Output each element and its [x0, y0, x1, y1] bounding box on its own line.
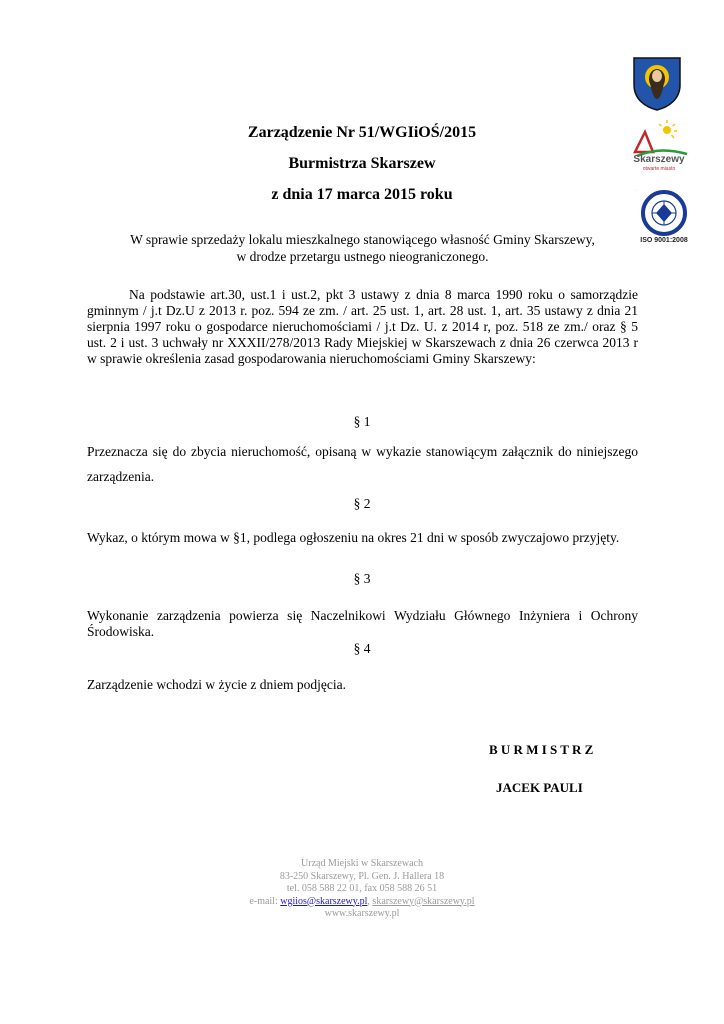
footer [0, 858, 724, 921]
footer-email-separator: , [367, 895, 373, 907]
email-link-wgiios[interactable]: wgiios@skarszewy.pl [280, 895, 368, 907]
section-text-2: Wykaz, o którym mowa w §1, podlega ogłoszeniu na okres 21 dni w sposób zwyczajowo przyjęty. [87, 530, 620, 545]
signature-role: B U R M I S T R Z [489, 742, 594, 757]
email-link-skarszewy[interactable]: skarszewy@skarszewy.pl [372, 895, 475, 907]
subject-line-2: w drodze przetargu ustnego nieograniczonego. [236, 249, 489, 264]
document-issuer: Burmistrza Skarszew [288, 155, 436, 172]
section-mark-3: § 3 [353, 571, 371, 586]
document-title: Zarządzenie Nr 51/WGIiOŚ/2015 [247, 124, 477, 141]
footer-email-line [0, 896, 724, 909]
town-name: Skarszewy [633, 154, 685, 165]
section-text-3: Wykonanie zarządzenia powierza się Naczelnikowi Wydziału Głównego Inżyniera i Ochrony Środowiska. [87, 608, 638, 639]
footer-website: www.skarszewy.pl [324, 908, 400, 919]
footer-address: 83-250 Skarszewy, Pl. Gen. J. Hallera 18 [279, 870, 445, 882]
iso-label: ISO 9001:2008 [640, 237, 688, 244]
section-mark-4: § 4 [353, 641, 371, 656]
section-text-1: Przeznacza się do zbycia nieruchomość, opisaną w wykazie stanowiącym załącznik do niniejszego zarządzenia. [87, 444, 638, 484]
legal-basis-paragraph: Na podstawie art.30, ust.1 i ust.2, pkt 3 ustawy z dnia 8 marca 1990 roku o samorządzie gminnym / j.t Dz.U z 2013 r. poz. 594 ze zm. / art. 25 ust. 1, art. 28 ust. 1, art. 35 ustawy z dnia 21 sierpnia 1997 roku o gospodarce nieruchomościami / j.t Dz. U. z 2014 r, poz. 518 ze zm./ oraz § 5 ust. 2 i ust. 3 uchwały nr XXXII/278/2013 Rady Miejskiej w Skarszewach z dnia 26 czerwca 2013 r w sprawie określenia zasad gospodarowania nieruchomościami Gminy Skarszewy: [87, 287, 638, 366]
subject-line-1: W sprawie sprzedaży lokalu mieszkalnego stanowiącego własność Gminy Skarszewy, [130, 232, 595, 247]
footer-office: Urząd Miejski w Skarszewach [301, 858, 423, 869]
footer-phone: tel. 058 588 22 01, fax 058 588 26 51 [286, 883, 438, 894]
section-mark-1: § 1 [353, 414, 371, 429]
section-text-4: Zarządzenie wchodzi w życie z dniem podjęcia. [87, 677, 346, 692]
footer-email-label: e-mail: [249, 895, 281, 907]
document-date: z dnia 17 marca 2015 roku [271, 186, 453, 203]
section-mark-2: § 2 [353, 496, 371, 511]
coat-of-arms-logo [631, 55, 683, 111]
signature-name: JACEK PAULI [496, 780, 583, 795]
town-tagline: otwarte miasto [642, 166, 676, 172]
